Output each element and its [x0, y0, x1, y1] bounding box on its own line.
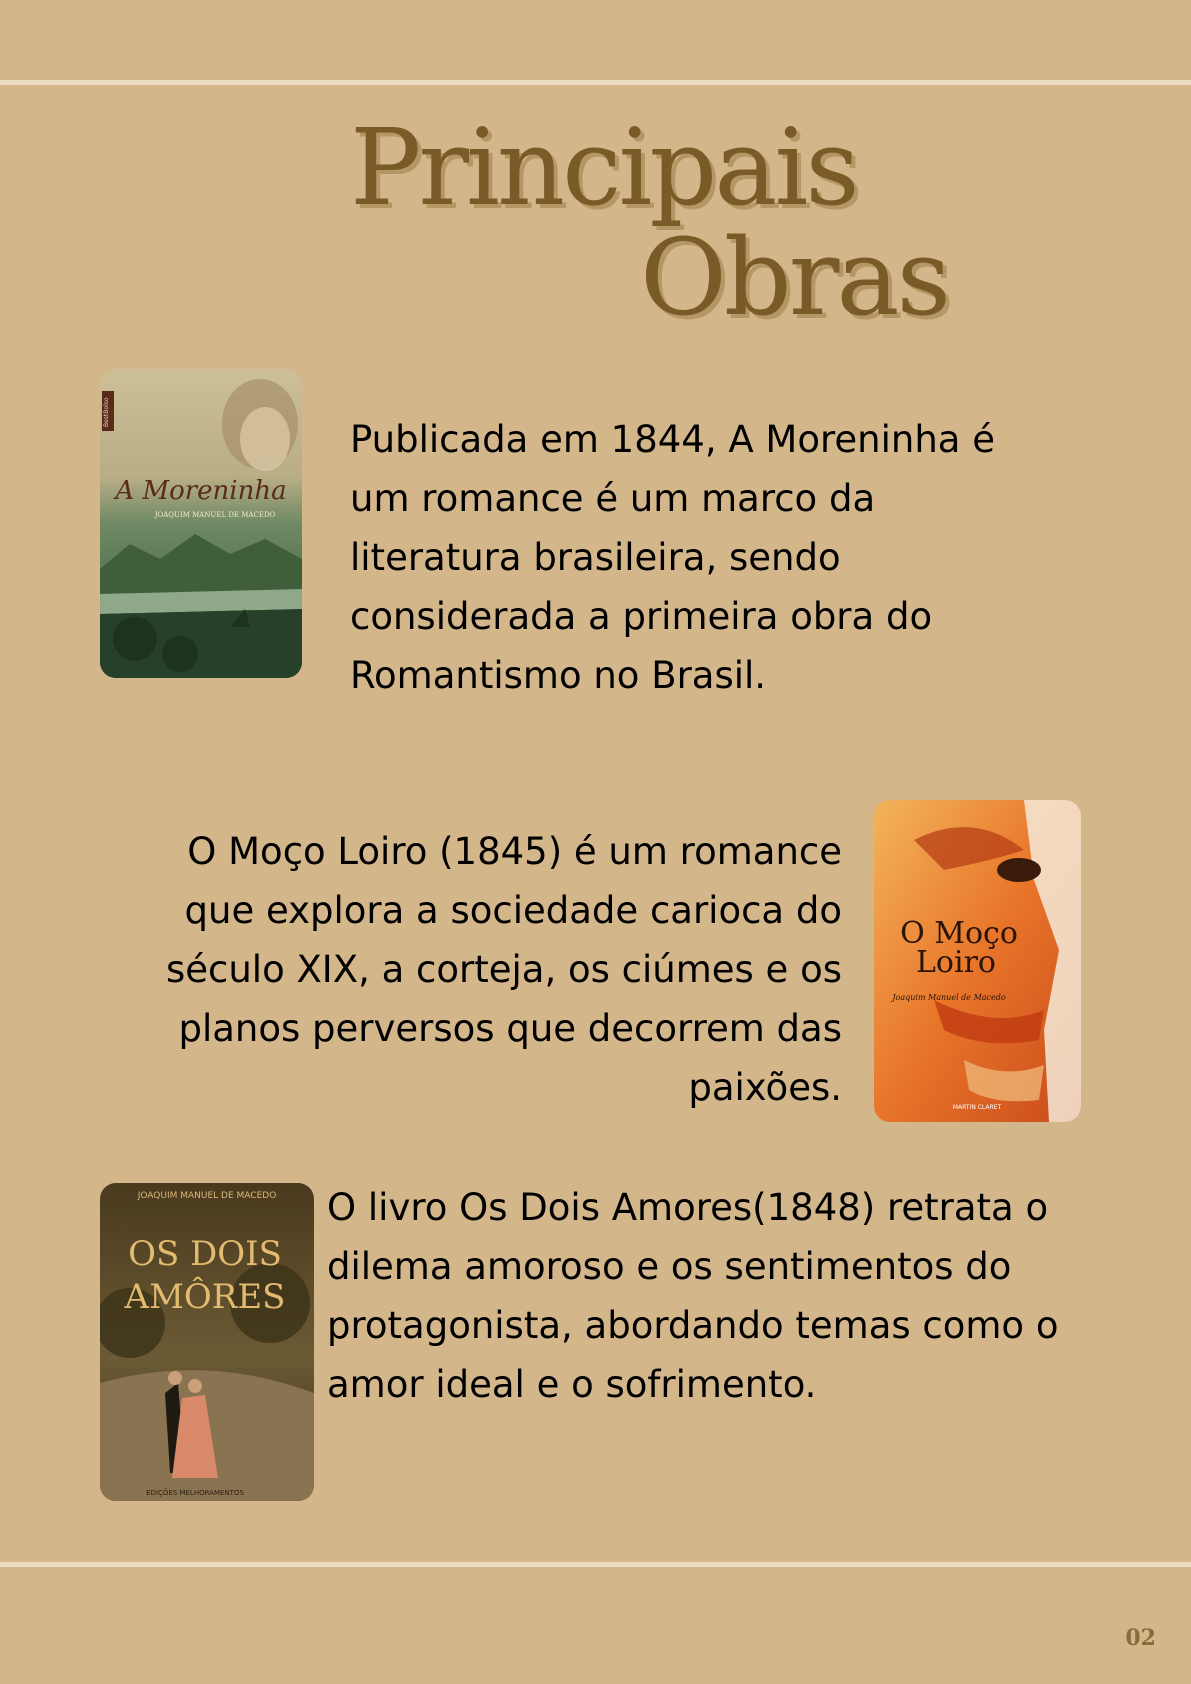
- cover1-author: JOAQUIM MANUEL DE MACEDO: [154, 511, 276, 519]
- cover2-author: Joaquim Manuel de Macedo: [892, 993, 1006, 1002]
- cover3-title-line2: AMÔRES: [124, 1277, 286, 1317]
- work-description-a-moreninha: Publicada em 1844, A Moreninha é um romance é um marco da literatura brasileira, sendo considerada a primeira obra do Romantismo no Brasil.: [350, 418, 995, 697]
- page-title-line2: Obras: [640, 216, 949, 339]
- cover1-title: A Moreninha: [115, 476, 287, 506]
- book-cover-a-moreninha: [100, 369, 302, 678]
- cover3-publisher: EDIÇÕES MELHORAMENTOS: [146, 1489, 244, 1497]
- book-cover-os-dois-amores: [100, 1183, 314, 1501]
- book-cover-o-moco-loiro: [874, 800, 1081, 1122]
- cover1-publisher: BestBolso: [103, 397, 110, 427]
- cover3-title-line1: OS DOIS: [128, 1234, 282, 1274]
- page-number: 02: [1125, 1625, 1156, 1651]
- cover2-title-line2: Loiro: [916, 945, 996, 980]
- cover3-author: JOAQUIM MANUEL DE MACEDO: [137, 1191, 277, 1201]
- page-title-line1: Principais: [350, 106, 857, 229]
- cover2-title-line1: O Moço: [900, 916, 1018, 951]
- work-description-os-dois-amores: O livro Os Dois Amores(1848) retrata o dilema amoroso e os sentimentos do protagonista, abordando temas como o amor ideal e o sofrimento.: [327, 1186, 1059, 1406]
- cover2-publisher: MARTIN CLARET: [952, 1104, 1002, 1111]
- top-divider: [0, 80, 1191, 85]
- work-description-o-moco-loiro: O Moço Loiro (1845) é um romance que explora a sociedade carioca do século XIX, a corteja, os ciúmes e os planos perversos que decorrem das paixões.: [165, 830, 842, 1109]
- bottom-divider: [0, 1562, 1191, 1567]
